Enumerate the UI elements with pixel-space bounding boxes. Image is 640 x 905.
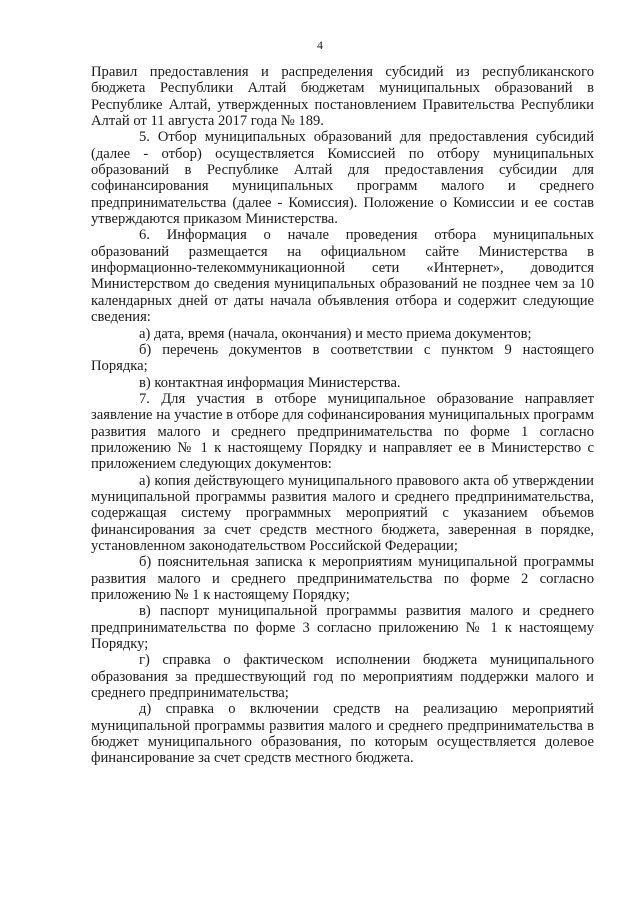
subitem-6c: в) контактная информация Министерства.	[139, 374, 401, 391]
subitem-7e: д) справка о включении средств на реализацию мероприятий муниципальной программы развития малого и среднего предпринимательства в бюджет муниципального образования, по которым осуществляется долевое финансирование за счет средств местного бюджета.	[91, 701, 594, 767]
paragraph-item-5: 5. Отбор муниципальных образований для предоставления субсидий (далее - отбор) осуществляется Комиссией по отбору муниципальных образований в Республике Алтай для предоставления субсидии для софинансирования муниципальных программ малого и среднего предпринимательства (далее - Комиссия). Положение о Комиссии и ее состав утверждаются приказом Министерства.	[91, 129, 594, 228]
paragraph-item-7: 7. Для участия в отборе муниципальное образование направляет заявление на участие в отборе для софинансирования муниципальных программ развития малого и среднего предпринимательства по форме 1 согласно приложению № 1 к настоящему Порядку и направляет ее в Министерство с приложением следующих документов:	[91, 390, 594, 473]
subitem-7b: б) пояснительная записка к мероприятиям муниципальной программы развития малого и среднего предпринимательства по форме 2 согласно приложению № 1 к настоящему Порядку;	[91, 554, 594, 603]
subitem-6b: б) перечень документов в соответствии с пунктом 9 настоящего Порядка;	[91, 341, 594, 375]
document-body	[91, 64, 594, 767]
subitem-7c: в) паспорт муниципальной программы развития малого и среднего предпринимательства по форме 3 согласно приложению № 1 к настоящему Порядку;	[91, 603, 594, 653]
page-number: 4	[317, 38, 323, 52]
subitem-7a: а) копия действующего муниципального правового акта об утверждении муниципальной программы развития малого и среднего предпринимательства, содержащая систему программных мероприятий с указанием объемов финансирования за счет средств местного бюджета, заверенная в порядке, установленном законодательством Российской Федерации;	[91, 472, 594, 554]
subitem-7d: г) справка о фактическом исполнении бюджета муниципального образования за предшествующий год по мероприятиям поддержки малого и среднего предпринимательства;	[91, 652, 594, 702]
paragraph-continuation: Правил предоставления и распределения субсидий из республиканского бюджета Республики Алтай бюджетам муниципальных образований в Республике Алтай, утвержденных постановлением Правительства Республики Алтай от 11 августа 2017 года № 189.	[91, 64, 594, 130]
subitem-6a: а) дата, время (начала, окончания) и место приема документов;	[139, 325, 532, 342]
paragraph-item-6: 6. Информация о начале проведения отбора муниципальных образований размещается на официальном сайте Министерства в информационно-телекоммуникационной сети «Интернет», доводится Министерством до сведения муниципальных образований не позднее чем за 10 календарных дней от даты начала объявления отбора и содержит следующие сведения:	[91, 227, 594, 326]
